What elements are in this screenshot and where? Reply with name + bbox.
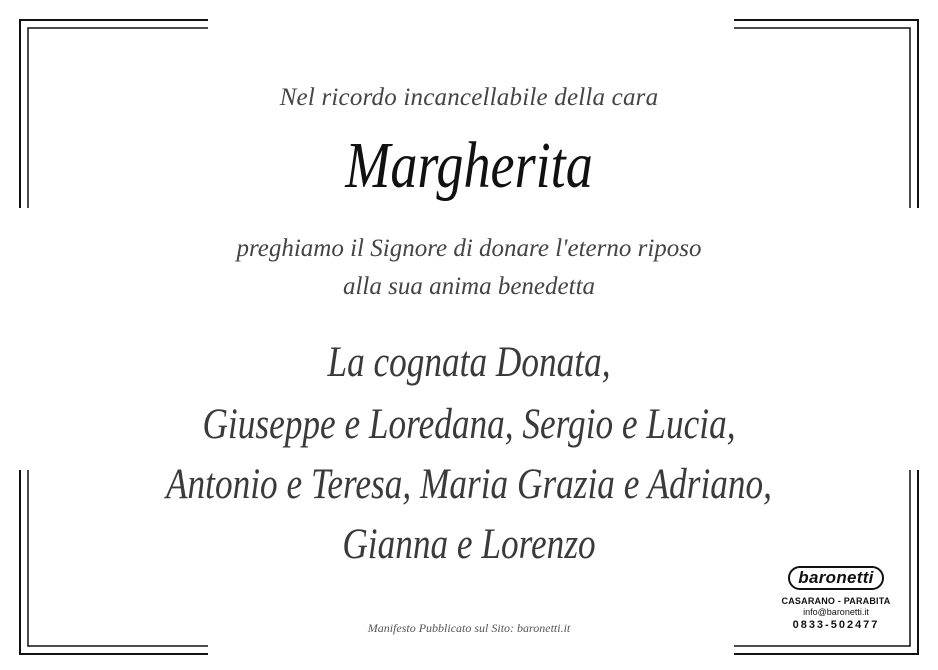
agency-locations: CASARANO - PARABITA: [781, 596, 891, 606]
deceased-name: Margherita: [345, 129, 593, 202]
family-line: Antonio e Teresa, Maria Grazia e Adriano,: [166, 461, 772, 508]
family-line: Giuseppe e Loredana, Sergio e Lucia,: [202, 401, 736, 448]
intro-text: Nel ricordo incancellabile della cara: [279, 84, 659, 111]
agency-logo: baronetti: [788, 566, 883, 590]
published-note: Manifesto Pubblicato sul Sito: baronetti.it: [367, 621, 571, 635]
agency-block: [772, 566, 900, 631]
family-line: Gianna e Lorenzo: [342, 521, 596, 568]
family-line: La cognata Donata,: [327, 339, 611, 386]
prayer-line-2: alla sua anima benedetta: [342, 273, 596, 300]
agency-email: info@baronetti.it: [803, 607, 869, 617]
agency-phone: 0833-502477: [792, 619, 880, 631]
prayer-line-1: preghiamo il Signore di donare l'eterno riposo: [236, 235, 702, 262]
